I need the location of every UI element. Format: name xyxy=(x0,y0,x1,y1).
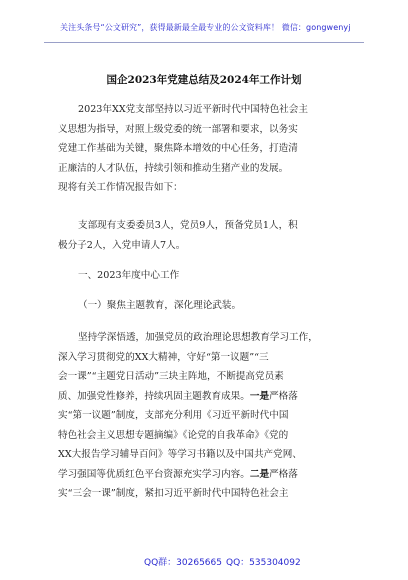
bold-marker-first-tail: 严格落 xyxy=(269,390,298,402)
body-paragraph xyxy=(58,328,368,504)
body-line: 实“第一议题”制度，支部充分利用《习近平新时代中国 xyxy=(58,410,289,421)
members-line: 支部现有支委委员3人，党员9人，预备党员1人，积 xyxy=(78,220,298,231)
intro-line: 义思想为指导，对照上级党委的统一部署和要求，以务实 xyxy=(58,123,298,135)
intro-line: 正廉洁的人才队伍，持续引领和推动生猪产业的发展。 xyxy=(58,162,289,174)
section-heading xyxy=(78,266,388,286)
members-line: 极分子2人，入党申请人7人。 xyxy=(58,239,186,251)
subsection-heading xyxy=(78,296,388,316)
intro-line: 党建工作基础为关键，聚焦降本增效的中心任务，打造清 xyxy=(58,143,298,154)
subsection-heading-text: （一）聚焦主题教育，深化理论武装。 xyxy=(78,300,242,311)
body-line: 深入学习贯彻党的XX大精神，守好“第一议题”“三 xyxy=(58,351,269,363)
body-line-with-marker xyxy=(58,465,368,485)
body-line: 特色社会主义思想专题摘编》《论党的自我革命》《党的 xyxy=(58,429,289,441)
section-heading-text: 一、2023年度中心工作 xyxy=(78,270,180,281)
intro-paragraph xyxy=(58,100,368,198)
body-line-text: 学习强国等优质红色平台资源充实学习内容。 xyxy=(58,468,250,480)
body-line: XX大报告学习辅导百问》等学习书籍以及中国共产党网、 xyxy=(58,449,302,460)
header-notice: 关注头条号“公文研究”，获得最新最全最专业的公文资料库！ 微信：gongwenyj xyxy=(60,23,351,32)
body-line: 会一课”“主题党日活动”三块主阵地，不断提高党员素 xyxy=(58,371,284,382)
body-line-text: 质、加强党性修养，持续巩固主题教育成果。 xyxy=(58,390,250,402)
body-line-with-marker xyxy=(58,387,368,407)
bold-marker-second: 二是 xyxy=(249,468,270,480)
body-line: 实“三会一课”制度，紧扣习近平新时代中国特色社会主 xyxy=(58,488,289,499)
bold-marker-second-tail: 严格落 xyxy=(269,468,298,480)
body-line: 坚持学深悟透，加强党员的政治理论思想教育学习工作， xyxy=(78,332,318,343)
members-paragraph xyxy=(58,216,368,255)
footer-qq-group: QQ群：30265665 xyxy=(144,558,222,568)
header-divider xyxy=(44,42,364,43)
bold-marker-first: 一是 xyxy=(249,390,270,402)
intro-line: 2023年XX党支部坚持以习近平新时代中国特色社会主 xyxy=(78,104,308,115)
footer-qq-number: QQ：535304092 xyxy=(226,558,301,568)
intro-line: 现将有关工作情况报告如下： xyxy=(58,182,183,193)
document-title: 国企2023年党建总结及2024年工作计划 xyxy=(106,74,302,86)
